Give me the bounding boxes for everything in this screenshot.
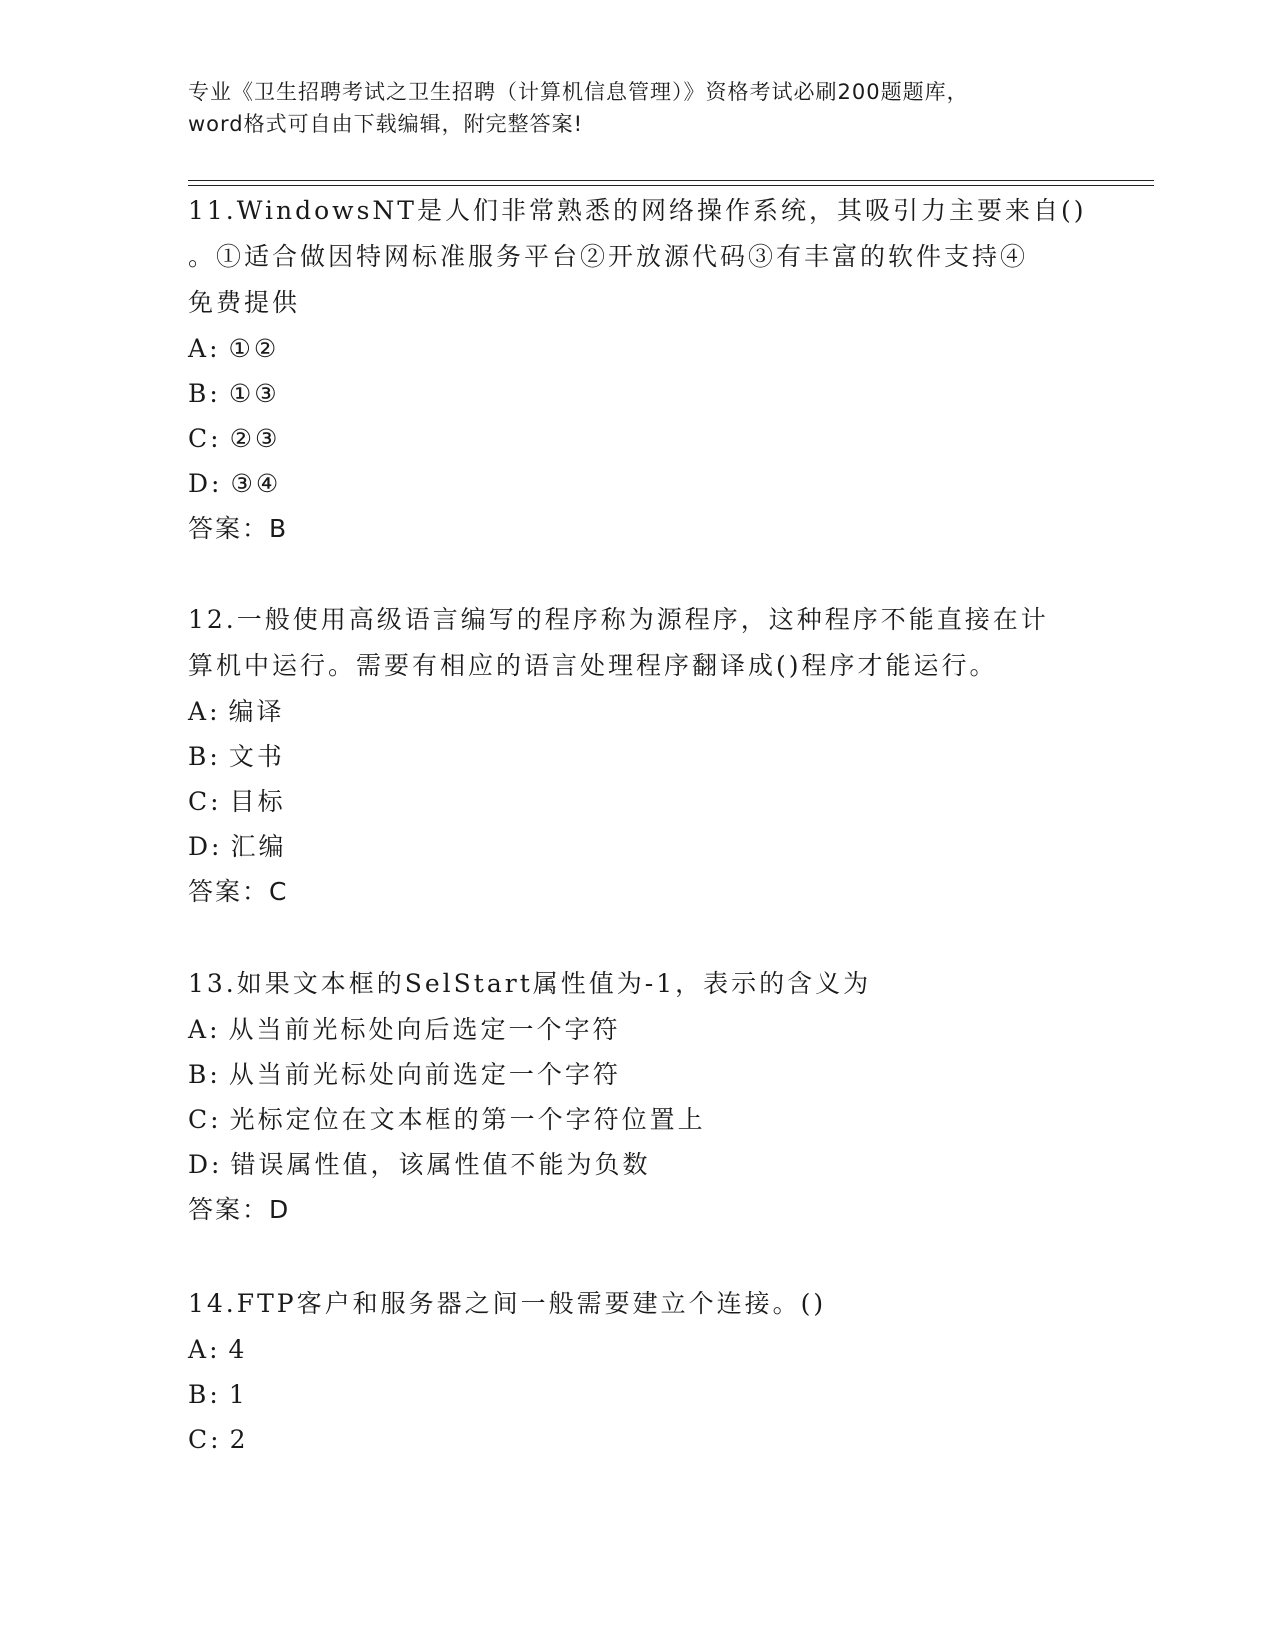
option-a: A: 4: [188, 1335, 248, 1364]
option-d: D: ③④: [188, 469, 282, 498]
option-text: 错误属性值，该属性值不能为负数: [230, 1150, 651, 1179]
option-text: 光标定位在文本框的第一个字符位置上: [229, 1105, 706, 1134]
option-text: 2: [229, 1425, 249, 1454]
question-stem: [188, 597, 1088, 689]
question-stem: [188, 961, 1088, 1007]
option-text: ①③: [228, 379, 280, 408]
option-text: 文书: [228, 742, 285, 771]
question-14: [188, 1281, 1088, 1462]
question-stem-line: 13.如果文本框的SelStart属性值为-1，表示的含义为: [188, 969, 872, 998]
option-a: A: ①②: [188, 334, 280, 363]
option-b: B: 从当前光标处向前选定一个字符: [188, 1060, 621, 1089]
option-text: 目标: [229, 787, 286, 816]
question-stem-line: 算机中运行。需要有相应的语言处理程序翻译成()程序才能运行。: [188, 651, 998, 680]
question-stem-line: 12.一般使用高级语言编写的程序称为源程序，这种程序不能直接在计: [188, 605, 1049, 634]
option-b: B: 文书: [188, 742, 285, 771]
option-c: C: 光标定位在文本框的第一个字符位置上: [188, 1105, 706, 1134]
header-line-1: 专业《卫生招聘考试之卫生招聘（计算机信息管理）》资格考试必刷200题题库，: [188, 80, 969, 104]
header-divider-top: [188, 180, 1154, 181]
option-d: D: 错误属性值，该属性值不能为负数: [188, 1150, 651, 1179]
answer-label: 答案：B: [188, 514, 289, 543]
document-header: [188, 76, 1088, 140]
question-stem-line: 。①适合做因特网标准服务平台②开放源代码③有丰富的软件支持④: [188, 242, 1029, 271]
question-stem-line: 免费提供: [188, 288, 301, 317]
option-a: A: 编译: [188, 697, 285, 726]
answer-label: 答案：D: [188, 1195, 291, 1224]
option-text: 1: [228, 1380, 248, 1409]
question-stem-line: 11.WindowsNT是人们非常熟悉的网络操作系统，其吸引力主要来自(): [188, 196, 1087, 225]
question-13: [188, 961, 1088, 1233]
header-divider-bottom: [188, 185, 1154, 186]
header-line-2: word格式可自由下载编辑，附完整答案!: [188, 112, 584, 136]
option-text: 4: [228, 1335, 248, 1364]
question-11: [188, 188, 1088, 552]
option-text: ①②: [228, 334, 280, 363]
question-12: [188, 597, 1088, 915]
question-stem-line: 14.FTP客户和服务器之间一般需要建立个连接。(): [188, 1289, 827, 1318]
option-c: C: 目标: [188, 787, 286, 816]
option-text: 从当前光标处向前选定一个字符: [228, 1060, 621, 1089]
question-stem: [188, 188, 1088, 326]
option-text: 编译: [228, 697, 285, 726]
option-text: ③④: [230, 469, 282, 498]
option-text: ②③: [229, 424, 281, 453]
option-b: B: ①③: [188, 379, 280, 408]
option-d: D: 汇编: [188, 832, 287, 861]
option-c: C: ②③: [188, 424, 281, 453]
option-c: C: 2: [188, 1425, 249, 1454]
option-text: 汇编: [230, 832, 287, 861]
option-b: B: 1: [188, 1380, 248, 1409]
question-stem: [188, 1281, 1088, 1327]
answer-label: 答案：C: [188, 877, 289, 906]
option-a: A: 从当前光标处向后选定一个字符: [188, 1015, 621, 1044]
option-text: 从当前光标处向后选定一个字符: [228, 1015, 621, 1044]
